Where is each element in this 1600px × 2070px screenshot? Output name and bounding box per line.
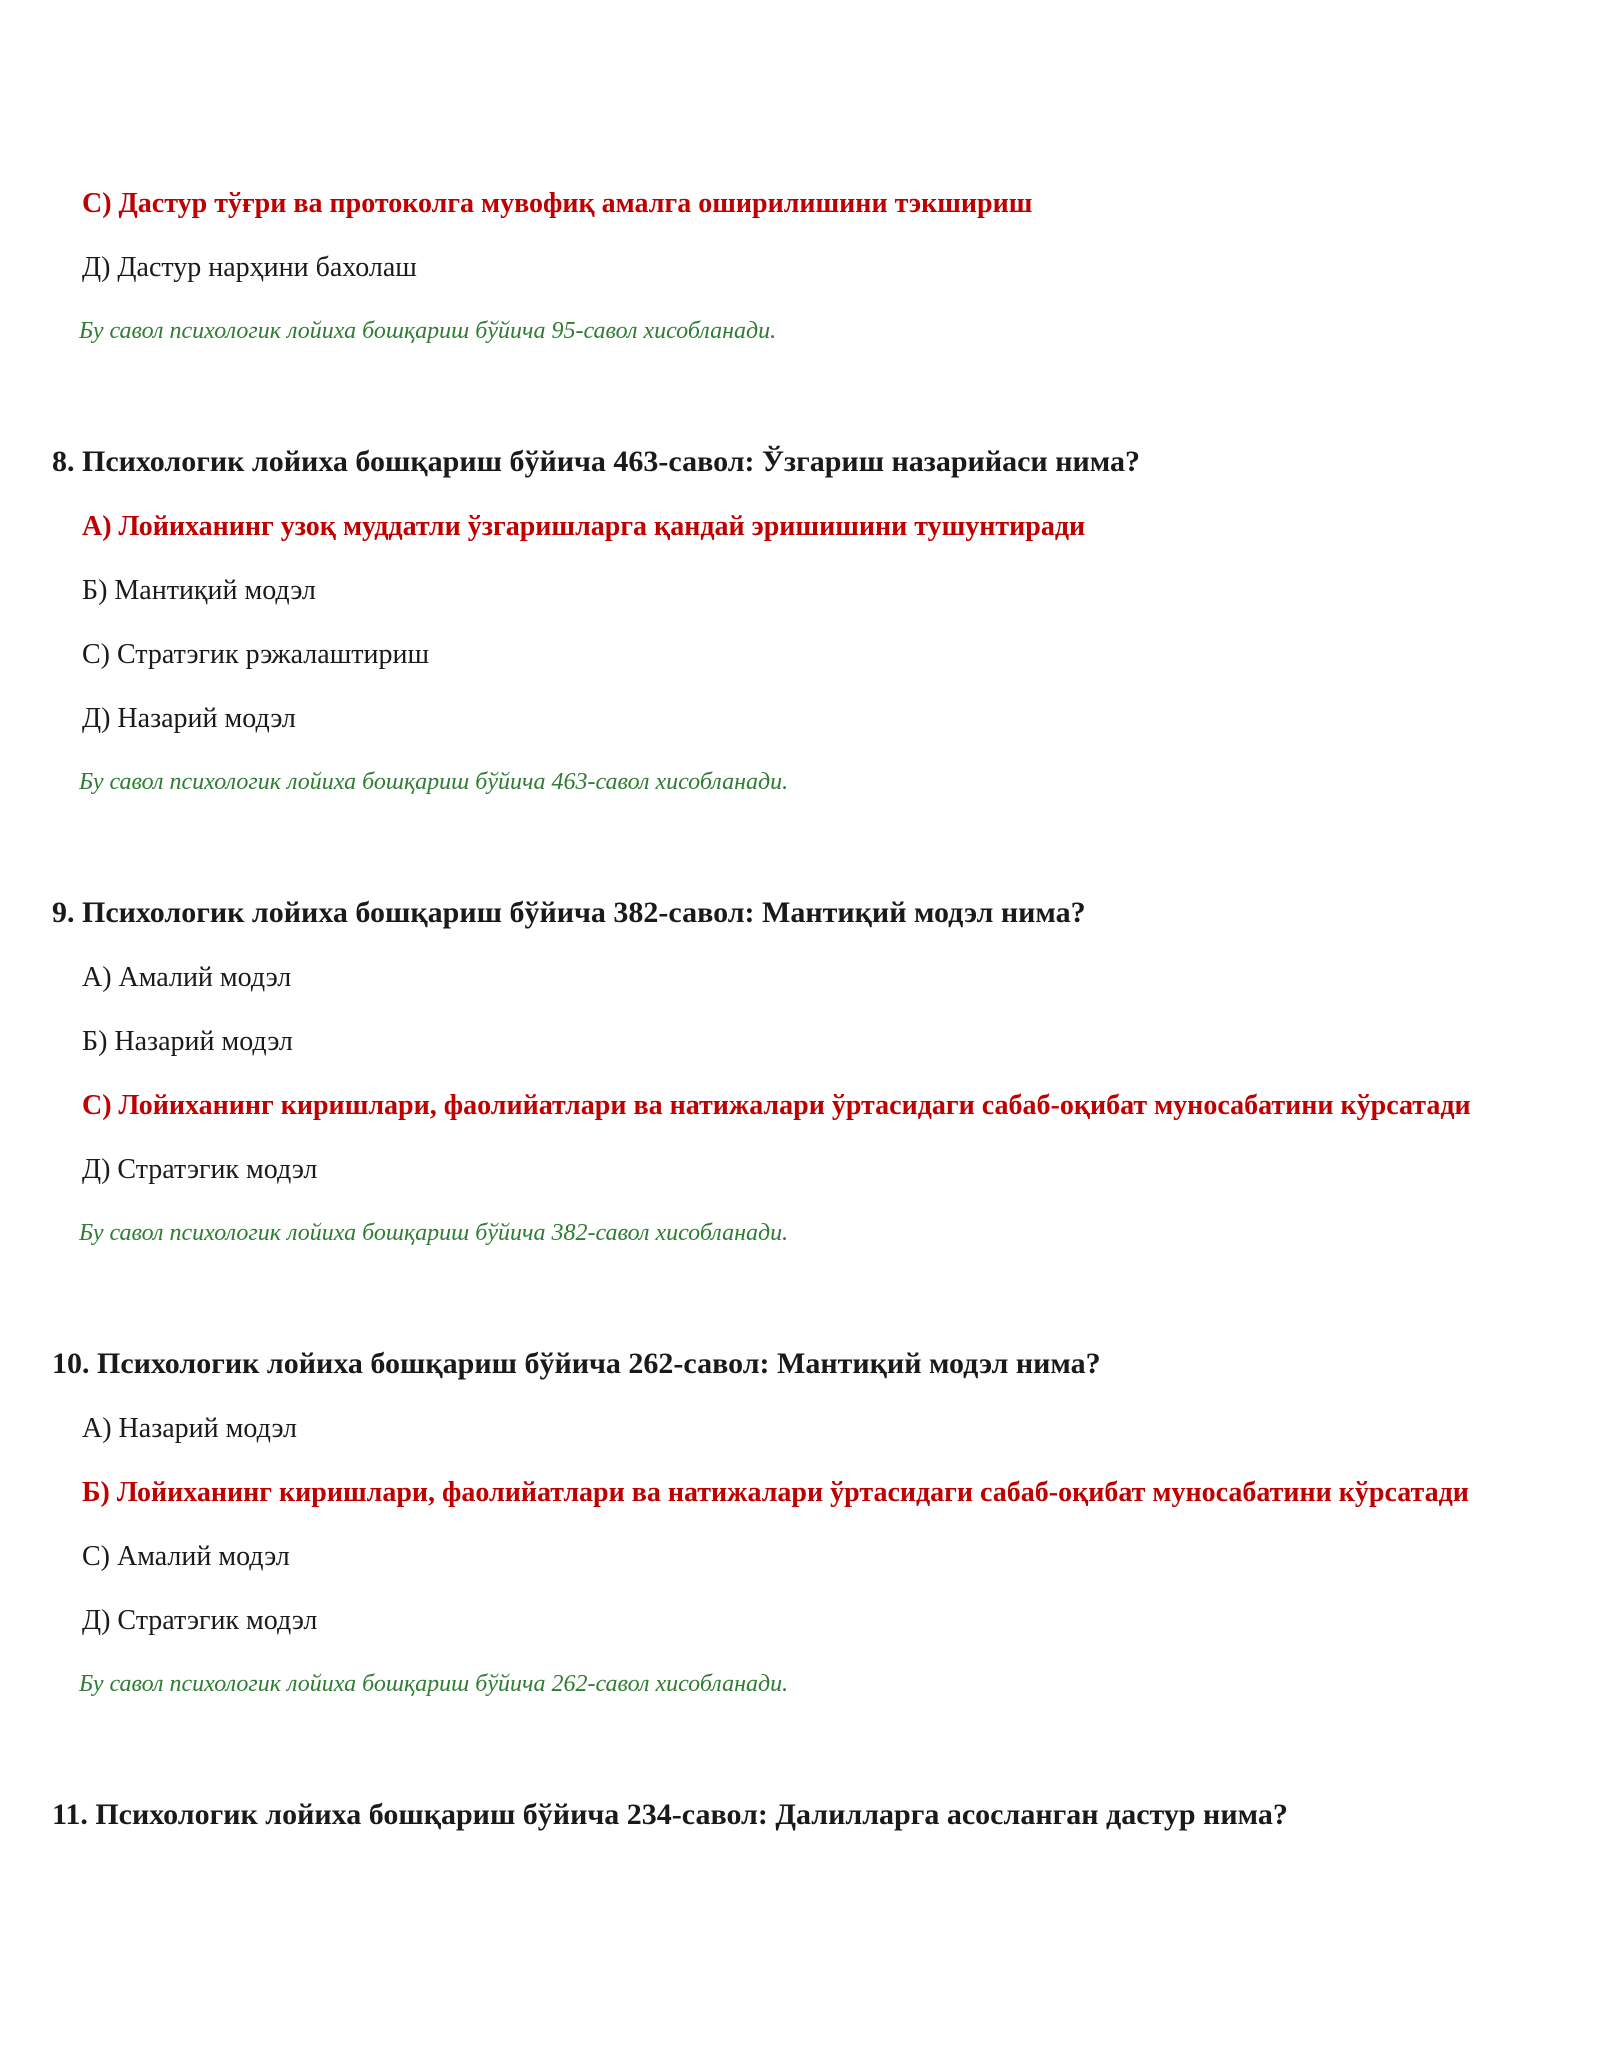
- question-note: Бу савол психологик лойиха бошқариш бўйича 262-савол хисобланади.: [79, 1671, 789, 1697]
- answer-option: Д) Стратэгик модэл: [82, 1605, 318, 1636]
- answer-option: С) Амалий модэл: [82, 1541, 290, 1572]
- answer-option-correct: С) Дастур тўғри ва протоколга мувофиқ амалга оширилишини тэкшириш: [82, 188, 1033, 219]
- answer-option: Д) Дастур нарҳини бахолаш: [82, 252, 417, 283]
- answer-option: Б) Назарий модэл: [82, 1026, 293, 1057]
- question-heading: 10. Психологик лойиха бошқариш бўйича 262-савол: Мантиқий модэл нима?: [52, 1347, 1101, 1380]
- answer-option: Д) Стратэгик модэл: [82, 1154, 318, 1185]
- answer-option: А) Назарий модэл: [82, 1413, 297, 1444]
- answer-option-correct: Б) Лойиханинг киришлари, фаолийатлари ва натижалари ўртасидаги сабаб-оқибат муносабатини кўрсатади: [82, 1477, 1469, 1508]
- question-heading: 11. Психологик лойиха бошқариш бўйича 234-савол: Далилларга асосланган дастур нима?: [52, 1798, 1288, 1831]
- answer-option-correct: А) Лойиханинг узоқ муддатли ўзгаришларга қандай эришишини тушунтиради: [82, 511, 1086, 542]
- answer-option: Б) Мантиқий модэл: [82, 575, 316, 606]
- question-note: Бу савол психологик лойиха бошқариш бўйича 95-савол хисобланади.: [79, 318, 777, 344]
- answer-option: С) Стратэгик рэжалаштириш: [82, 639, 430, 670]
- question-heading: 8. Психологик лойиха бошқариш бўйича 463-савол: Ўзгариш назарийаси нима?: [52, 445, 1141, 478]
- answer-option: А) Амалий модэл: [82, 962, 292, 993]
- answer-option-correct: С) Лойиханинг киришлари, фаолийатлари ва натижалари ўртасидаги сабаб-оқибат муносабатини кўрсатади: [82, 1090, 1471, 1121]
- answer-option: Д) Назарий модэл: [82, 703, 296, 734]
- question-heading: 9. Психологик лойиха бошқариш бўйича 382-савол: Мантиқий модэл нима?: [52, 896, 1086, 929]
- question-note: Бу савол психологик лойиха бошқариш бўйича 382-савол хисобланади.: [79, 1220, 789, 1246]
- question-note: Бу савол психологик лойиха бошқариш бўйича 463-савол хисобланади.: [79, 769, 789, 795]
